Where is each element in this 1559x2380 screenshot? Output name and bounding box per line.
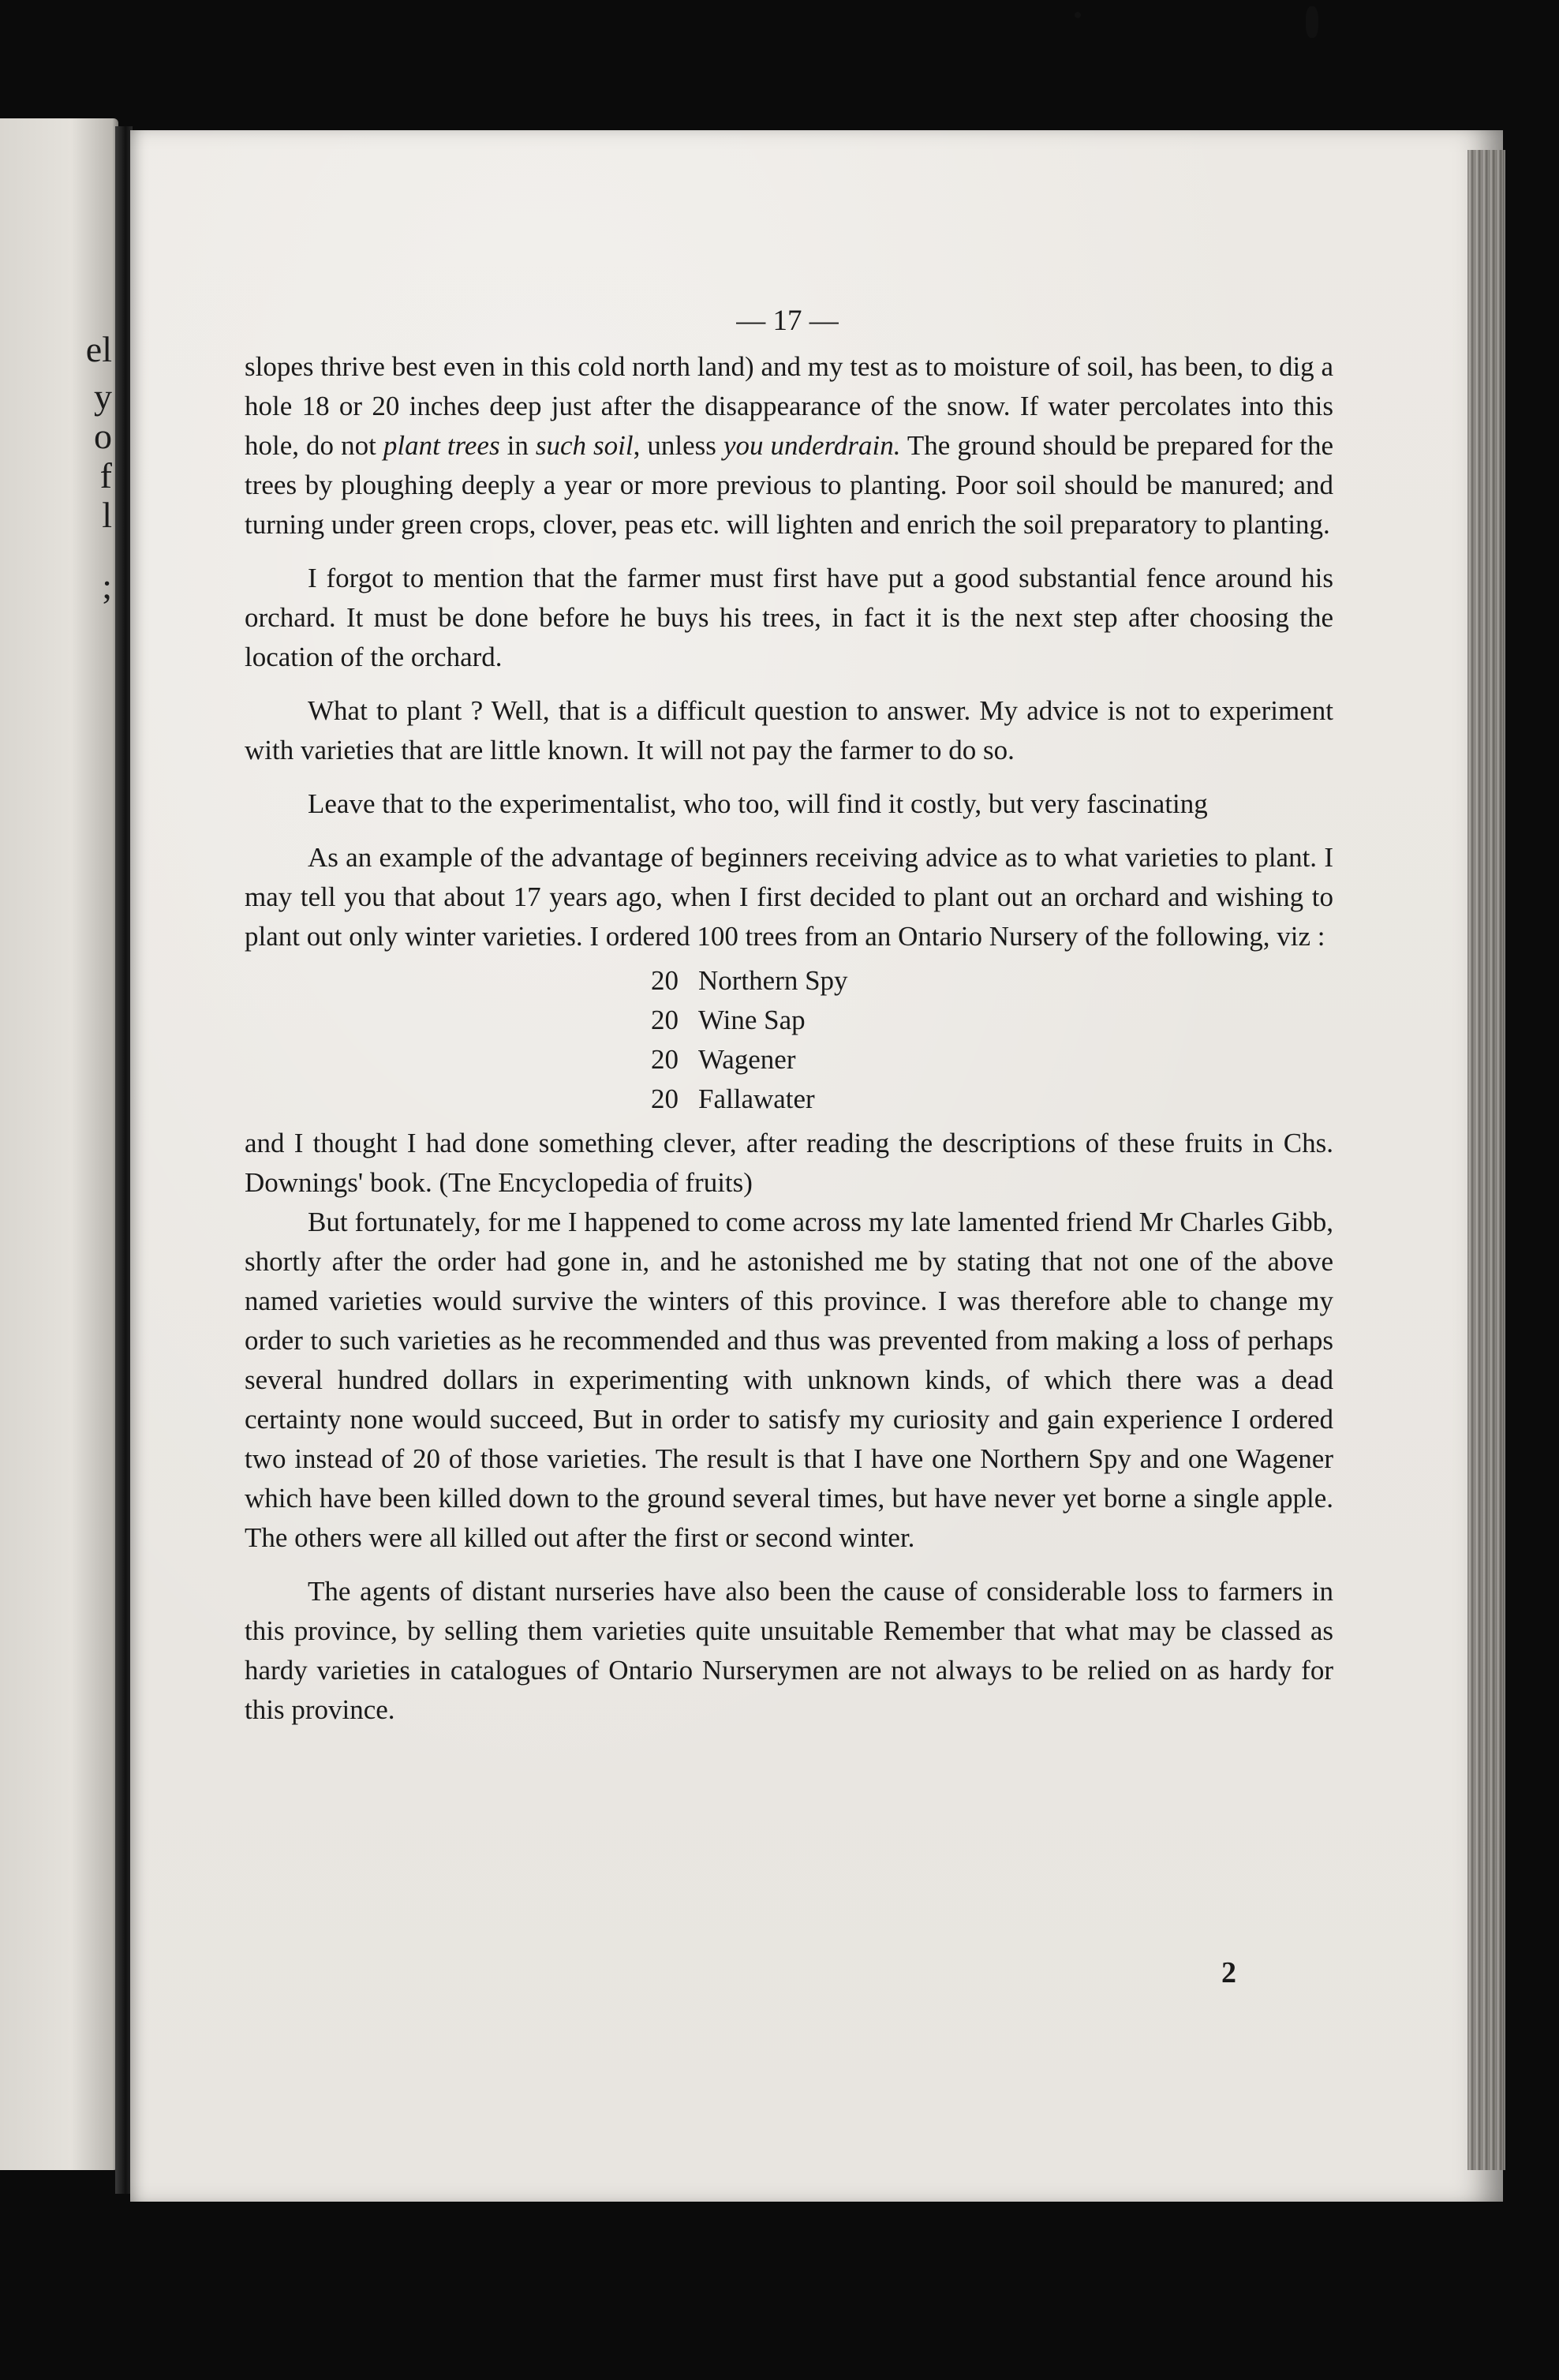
prev-page-fragment: y (94, 376, 112, 417)
variety-name: Northern Spy (698, 965, 848, 996)
italic-run: you underdrain. (723, 430, 901, 461)
paragraph-agents: The agents of distant nurseries have also been the cause of considerable loss to farmers in this province, by selling them varieties quite unsuitable Remember that what may be classed as hardy varieties in catalogues of Ontario Nurserymen are not always to be relied on as hardy for this province. (245, 1576, 1333, 1725)
list-item (245, 1040, 1333, 1080)
variety-quantity: 20 (651, 1083, 679, 1114)
text-run: slopes thrive best even in this cold north land) and my test as to moisture of soil, has been, to dig a hole 18 or 20 inches deep just after the disappearance of the snow. If water percolates into this hole, do not (245, 351, 1333, 461)
variety-name: Wagener (698, 1044, 796, 1075)
italic-run: such soil (535, 430, 634, 461)
list-item (245, 1001, 1333, 1040)
variety-quantity: 20 (651, 1044, 679, 1075)
dust-speck (1306, 6, 1318, 38)
prev-page-fragment: ; (102, 566, 112, 606)
paragraph-what-to-plant: What to plant ? Well, that is a difficult question to answer. My advice is not to experiment with varieties that are little known. It will not pay the farmer to do so. (245, 695, 1333, 765)
paragraph-fence: I forgot to mention that the farmer must first have put a good substantial fence around his orchard. It must be done before he buys his trees, in fact it is the next step after choosing the location of the orchard. (245, 563, 1333, 672)
list-item (245, 961, 1333, 1001)
variety-name: Wine Sap (698, 1005, 806, 1035)
variety-quantity: 20 (651, 965, 679, 996)
signature-mark: 2 (1221, 1956, 1236, 1989)
paragraph-example: As an example of the advantage of beginners receiving advice as to what varieties to plant. I may tell you that about 17 years ago, when I first decided to plant out an orchard and wishing to plant out only winter varieties. I ordered 100 trees from an Ontario Nursery of the following, viz : (245, 842, 1333, 952)
paragraph-charles-gibb: But fortunately, for me I happened to come across my late lamented friend Mr Charles Gibb, shortly after the order had gone in, and he astonished me by stating that not one of the above named varieties would survive the winters of this province. I was therefore able to change my order to such varieties as he recommended and thus was prevented from making a loss of perhaps several hundred dollars in experimenting with unknown kinds, of which there was a dead certainty none would succeed, But in order to satisfy my curiosity and gain experience I ordered two instead of 20 of those varieties. The result is that I have one Northern Spy and one Wagener which have been killed down to the ground several times, but have never yet borne a single apple. The others were all killed out after the first or second winter. (245, 1207, 1333, 1553)
list-item (245, 1080, 1333, 1119)
paragraph-experimentalist: Leave that to the experimentalist, who too, will find it costly, but very fascinating (308, 788, 1208, 819)
text-run: , unless (633, 430, 723, 461)
variety-quantity: 20 (651, 1005, 679, 1035)
previous-page-edge (0, 118, 118, 2170)
dust-speck (1075, 12, 1081, 18)
variety-name: Fallawater (698, 1083, 815, 1114)
prev-page-fragment: f (99, 455, 112, 496)
prev-page-fragment: l (102, 495, 112, 535)
page-number: — 17 — (736, 305, 839, 337)
prev-page-fragment: el (85, 329, 112, 369)
body-text (245, 347, 1333, 1730)
paragraph-downing: and I thought I had done something clever, after reading the descriptions of these fruits in Chs. Downings' book. (Tne Encyclopedia of fruits) (245, 1128, 1333, 1198)
prev-page-fragment: o (94, 416, 112, 456)
text-run: in (499, 430, 536, 461)
text-run: The ground should be prepared for the trees by ploughing deeply a year or more previous to planting. Poor soil should be manured; and turning under green crops, clover, peas etc. will lighten and enrich the soil preparatory to planting. (245, 430, 1334, 540)
page-stack-edge (1467, 150, 1505, 2170)
variety-list (245, 961, 1333, 1119)
paragraph-soil (245, 347, 1333, 544)
italic-run: plant trees (383, 430, 500, 461)
